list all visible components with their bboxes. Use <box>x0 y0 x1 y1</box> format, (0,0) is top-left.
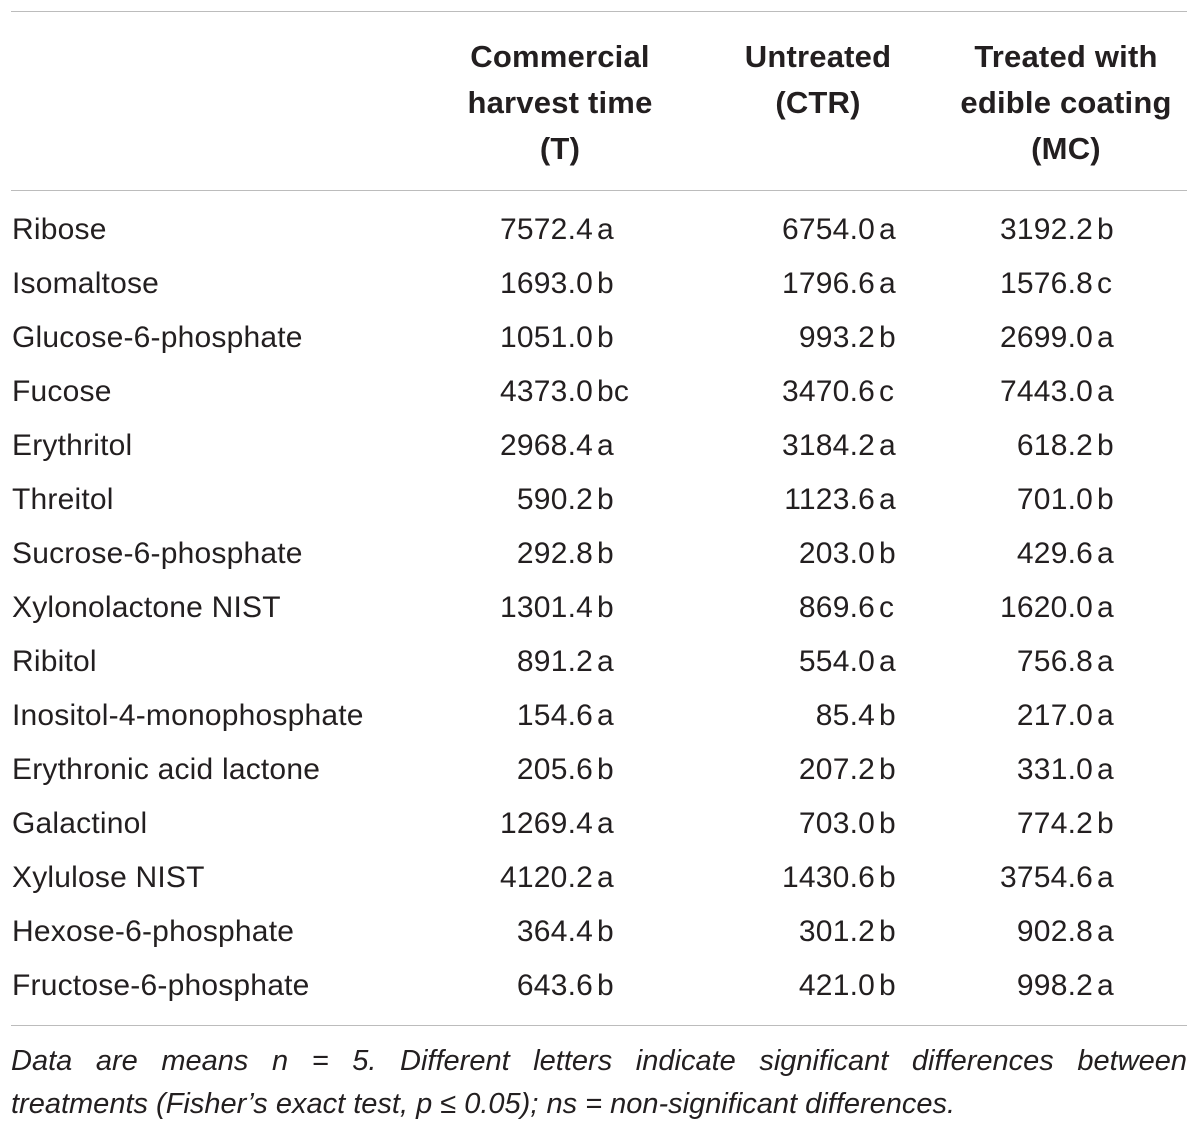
cell-treated-significance-letter: b <box>1097 429 1114 462</box>
table-row <box>11 311 1187 365</box>
cell-treated-value: 331.0 <box>1016 753 1093 786</box>
header-untreated <box>681 12 945 191</box>
cell-untreated-value: 85.4 <box>815 699 875 732</box>
cell-treated-value: 3754.6 <box>1000 861 1093 894</box>
cell-treated-value: 902.8 <box>1016 915 1093 948</box>
cell-treated <box>945 689 1187 743</box>
metabolite-name: Isomaltose <box>12 267 160 300</box>
cell-harvest-value: 643.6 <box>516 969 593 1002</box>
cell-untreated <box>681 797 945 851</box>
cell-harvest-significance-letter: a <box>597 213 614 246</box>
table-row <box>11 635 1187 689</box>
cell-treated <box>945 527 1187 581</box>
table-footnote <box>11 1026 1187 1126</box>
metabolite-name: Ribose <box>12 213 107 246</box>
table-row <box>11 797 1187 851</box>
cell-harvest-value: 1693.0 <box>500 267 593 300</box>
cell-harvest-significance-letter: a <box>597 699 614 732</box>
cell-untreated-significance-letter: b <box>879 321 896 354</box>
table-row <box>11 419 1187 473</box>
cell-untreated-value: 3184.2 <box>782 429 875 462</box>
cell-treated-value: 1576.8 <box>1000 267 1093 300</box>
cell-harvest <box>419 581 681 635</box>
cell-harvest <box>419 959 681 1025</box>
table-row <box>11 905 1187 959</box>
cell-harvest-value: 4373.0 <box>500 375 593 408</box>
cell-untreated-value: 993.2 <box>798 321 875 354</box>
cell-untreated <box>681 473 945 527</box>
cell-treated-significance-letter: a <box>1097 861 1114 894</box>
cell-harvest-value: 2968.4 <box>500 429 593 462</box>
cell-harvest-significance-letter: a <box>597 429 614 462</box>
table-row <box>11 689 1187 743</box>
table-row <box>11 365 1187 419</box>
cell-untreated-significance-letter: a <box>879 645 896 678</box>
cell-treated <box>945 365 1187 419</box>
header-mc-line-2: edible coating <box>960 85 1172 120</box>
cell-harvest-value: 364.4 <box>516 915 593 948</box>
cell-untreated-value: 1430.6 <box>782 861 875 894</box>
cell-untreated-significance-letter: b <box>879 807 896 840</box>
header-ctr-line-1: Untreated <box>744 39 892 74</box>
cell-harvest-significance-letter: b <box>597 321 614 354</box>
metabolite-name: Sucrose-6-phosphate <box>12 537 303 570</box>
cell-untreated-value: 703.0 <box>798 807 875 840</box>
cell-treated-value: 7443.0 <box>1000 375 1093 408</box>
cell-untreated-value: 3470.6 <box>782 375 875 408</box>
footnote-line-2: treatments (Fisher’s exact test, p ≤ 0.05); ns = non-significant differences. <box>11 1088 956 1120</box>
cell-untreated <box>681 743 945 797</box>
cell-harvest <box>419 473 681 527</box>
cell-untreated-significance-letter: b <box>879 861 896 894</box>
cell-harvest-value: 154.6 <box>516 699 593 732</box>
cell-harvest <box>419 419 681 473</box>
cell-harvest <box>419 635 681 689</box>
cell-untreated <box>681 689 945 743</box>
cell-harvest <box>419 851 681 905</box>
cell-untreated-significance-letter: b <box>879 537 896 570</box>
cell-harvest <box>419 527 681 581</box>
sugar-metabolites-table <box>11 11 1187 1025</box>
cell-harvest-significance-letter: b <box>597 915 614 948</box>
cell-harvest-significance-letter: b <box>597 969 614 1002</box>
cell-treated <box>945 635 1187 689</box>
metabolite-name: Xylulose NIST <box>12 861 205 894</box>
cell-treated-significance-letter: a <box>1097 591 1114 624</box>
footnote-line-1: Data are means n = 5. Different letters indicate significant differences between <box>11 1045 1187 1077</box>
cell-treated <box>945 311 1187 365</box>
cell-treated-significance-letter: a <box>1097 375 1114 408</box>
cell-treated-significance-letter: b <box>1097 483 1114 516</box>
table-row <box>11 851 1187 905</box>
cell-harvest <box>419 689 681 743</box>
cell-treated-significance-letter: a <box>1097 699 1114 732</box>
cell-untreated-significance-letter: a <box>879 429 896 462</box>
cell-harvest-value: 891.2 <box>516 645 593 678</box>
metabolite-name: Fructose-6-phosphate <box>12 969 310 1002</box>
cell-treated-significance-letter: a <box>1097 321 1114 354</box>
cell-harvest-significance-letter: bc <box>597 375 630 408</box>
cell-harvest-value: 205.6 <box>516 753 593 786</box>
header-t-line-2: harvest time <box>467 85 653 120</box>
cell-harvest-value: 4120.2 <box>500 861 593 894</box>
cell-harvest-value: 292.8 <box>516 537 593 570</box>
cell-untreated <box>681 191 945 258</box>
cell-untreated-significance-letter: a <box>879 483 896 516</box>
cell-untreated-value: 421.0 <box>798 969 875 1002</box>
cell-treated <box>945 419 1187 473</box>
cell-untreated-significance-letter: b <box>879 699 896 732</box>
cell-untreated <box>681 257 945 311</box>
cell-treated <box>945 257 1187 311</box>
cell-treated-significance-letter: b <box>1097 213 1114 246</box>
cell-harvest-significance-letter: b <box>597 591 614 624</box>
cell-untreated <box>681 959 945 1025</box>
header-ctr-line-2: (CTR) <box>775 85 861 120</box>
cell-treated-value: 701.0 <box>1016 483 1093 516</box>
cell-treated-value: 3192.2 <box>1000 213 1093 246</box>
cell-treated <box>945 851 1187 905</box>
cell-treated-significance-letter: a <box>1097 753 1114 786</box>
cell-treated-value: 429.6 <box>1016 537 1093 570</box>
cell-treated-significance-letter: a <box>1097 915 1114 948</box>
cell-harvest-significance-letter: a <box>597 645 614 678</box>
cell-harvest <box>419 743 681 797</box>
cell-harvest-value: 1051.0 <box>500 321 593 354</box>
cell-untreated-value: 6754.0 <box>782 213 875 246</box>
cell-untreated <box>681 905 945 959</box>
cell-harvest <box>419 797 681 851</box>
metabolite-name: Threitol <box>12 483 114 516</box>
metabolite-name: Fucose <box>12 375 112 408</box>
header-commercial-harvest <box>419 12 681 191</box>
header-row <box>11 12 1187 191</box>
table-row <box>11 959 1187 1025</box>
metabolite-name: Galactinol <box>12 807 148 840</box>
cell-treated-significance-letter: a <box>1097 537 1114 570</box>
cell-untreated <box>681 527 945 581</box>
cell-harvest-significance-letter: a <box>597 807 614 840</box>
data-table-container <box>11 11 1187 1126</box>
cell-treated-significance-letter: b <box>1097 807 1114 840</box>
table-row <box>11 473 1187 527</box>
cell-treated <box>945 959 1187 1025</box>
metabolite-name: Glucose-6-phosphate <box>12 321 303 354</box>
cell-harvest-value: 1301.4 <box>500 591 593 624</box>
cell-harvest-significance-letter: b <box>597 483 614 516</box>
cell-treated-significance-letter: c <box>1097 267 1113 300</box>
header-t-line-3: (T) <box>539 131 581 166</box>
cell-harvest <box>419 191 681 258</box>
table-row <box>11 257 1187 311</box>
cell-harvest-significance-letter: b <box>597 753 614 786</box>
cell-treated-value: 217.0 <box>1016 699 1093 732</box>
table-header <box>11 12 1187 191</box>
cell-untreated-significance-letter: b <box>879 915 896 948</box>
table-row <box>11 743 1187 797</box>
header-treated-coating <box>945 12 1187 191</box>
table-row <box>11 191 1187 258</box>
cell-treated-value: 998.2 <box>1016 969 1093 1002</box>
table-row <box>11 581 1187 635</box>
metabolite-name: Hexose-6-phosphate <box>12 915 295 948</box>
metabolite-name: Xylonolactone NIST <box>12 591 281 624</box>
cell-untreated-value: 301.2 <box>798 915 875 948</box>
cell-harvest <box>419 365 681 419</box>
table-row <box>11 527 1187 581</box>
cell-treated <box>945 473 1187 527</box>
cell-untreated-value: 203.0 <box>798 537 875 570</box>
header-mc-line-1: Treated with <box>974 39 1158 74</box>
metabolite-name: Erythritol <box>12 429 133 462</box>
cell-untreated-value: 1123.6 <box>784 483 875 516</box>
cell-untreated-value: 869.6 <box>798 591 875 624</box>
cell-untreated-significance-letter: c <box>879 375 895 408</box>
cell-untreated <box>681 581 945 635</box>
cell-harvest-value: 590.2 <box>516 483 593 516</box>
cell-untreated <box>681 851 945 905</box>
cell-harvest-significance-letter: b <box>597 267 614 300</box>
cell-untreated-value: 554.0 <box>798 645 875 678</box>
cell-treated <box>945 191 1187 258</box>
cell-treated-value: 756.8 <box>1016 645 1093 678</box>
cell-harvest-value: 7572.4 <box>500 213 593 246</box>
header-t-line-1: Commercial <box>470 39 650 74</box>
cell-untreated-significance-letter: c <box>879 591 895 624</box>
cell-treated-significance-letter: a <box>1097 969 1114 1002</box>
cell-treated <box>945 905 1187 959</box>
cell-untreated <box>681 311 945 365</box>
cell-untreated <box>681 635 945 689</box>
cell-untreated-significance-letter: b <box>879 753 896 786</box>
cell-untreated-value: 207.2 <box>798 753 875 786</box>
cell-harvest <box>419 257 681 311</box>
cell-harvest-value: 1269.4 <box>500 807 593 840</box>
cell-treated-value: 618.2 <box>1016 429 1093 462</box>
metabolite-name: Inositol-4-monophosphate <box>12 699 364 732</box>
cell-harvest <box>419 905 681 959</box>
cell-harvest-significance-letter: a <box>597 861 614 894</box>
cell-untreated-value: 1796.6 <box>782 267 875 300</box>
cell-untreated-significance-letter: a <box>879 267 896 300</box>
cell-treated <box>945 581 1187 635</box>
cell-treated-value: 2699.0 <box>1000 321 1093 354</box>
metabolite-name: Erythronic acid lactone <box>12 753 321 786</box>
header-mc-line-3: (MC) <box>1031 131 1101 166</box>
metabolite-name: Ribitol <box>12 645 97 678</box>
cell-treated <box>945 743 1187 797</box>
cell-treated-significance-letter: a <box>1097 645 1114 678</box>
header-label <box>11 12 419 191</box>
cell-treated <box>945 797 1187 851</box>
cell-harvest-significance-letter: b <box>597 537 614 570</box>
cell-untreated <box>681 419 945 473</box>
cell-untreated-significance-letter: a <box>879 213 896 246</box>
cell-treated-value: 774.2 <box>1016 807 1093 840</box>
cell-treated-value: 1620.0 <box>1000 591 1093 624</box>
table-body <box>11 191 1187 1026</box>
cell-untreated-significance-letter: b <box>879 969 896 1002</box>
cell-harvest <box>419 311 681 365</box>
cell-untreated <box>681 365 945 419</box>
